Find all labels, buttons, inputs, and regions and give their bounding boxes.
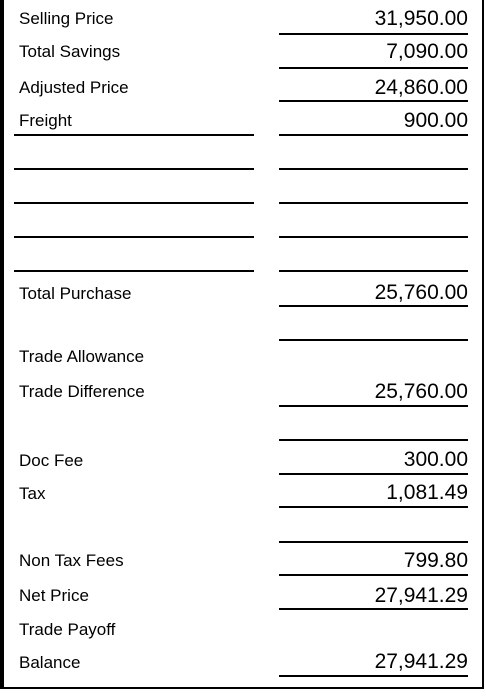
blank-field-line	[14, 270, 254, 272]
selling-price-value: 31,950.00	[374, 7, 468, 30]
value-underline	[279, 541, 468, 543]
trade-difference-value: 25,760.00	[374, 380, 468, 403]
net-price-label: Net Price	[19, 586, 89, 605]
adjusted-price-label: Adjusted Price	[19, 78, 129, 97]
freight-value: 900.00	[403, 109, 468, 132]
doc-fee-label: Doc Fee	[19, 451, 84, 470]
value-underline	[279, 33, 468, 35]
value-underline	[279, 134, 468, 136]
value-underline	[279, 439, 468, 441]
balance-value: 27,941.29	[374, 650, 468, 673]
value-underline	[279, 473, 468, 475]
trade-difference-label: Trade Difference	[19, 382, 145, 401]
doc-fee-value: 300.00	[403, 448, 468, 471]
balance-label: Balance	[19, 653, 81, 672]
total-purchase-value: 25,760.00	[374, 281, 468, 304]
value-underline	[279, 202, 468, 204]
value-underline	[279, 506, 468, 508]
value-underline	[279, 608, 468, 610]
total-savings-label: Total Savings	[19, 42, 121, 61]
tax-label: Tax	[19, 484, 46, 503]
tax-value: 1,081.49	[386, 481, 468, 504]
selling-price-label: Selling Price	[19, 9, 114, 28]
non-tax-fees-value: 799.80	[403, 549, 468, 572]
value-underline	[279, 67, 468, 69]
value-underline	[279, 236, 468, 238]
net-price-value: 27,941.29	[374, 584, 468, 607]
blank-field-line	[14, 134, 254, 136]
freight-label: Freight	[19, 111, 72, 130]
value-underline	[279, 675, 468, 677]
total-purchase-label: Total Purchase	[19, 284, 132, 303]
value-underline	[279, 100, 468, 102]
non-tax-fees-label: Non Tax Fees	[19, 551, 124, 570]
trade-allowance-label: Trade Allowance	[19, 347, 145, 366]
value-underline	[279, 305, 468, 307]
value-underline	[279, 574, 468, 576]
value-underline	[279, 405, 468, 407]
blank-field-line	[14, 202, 254, 204]
blank-field-line	[14, 168, 254, 170]
adjusted-price-value: 24,860.00	[374, 76, 468, 99]
total-savings-value: 7,090.00	[386, 40, 468, 63]
value-underline	[279, 168, 468, 170]
value-underline	[279, 270, 468, 272]
value-underline	[279, 339, 468, 341]
trade-payoff-label: Trade Payoff	[19, 620, 116, 639]
blank-field-line	[14, 236, 254, 238]
